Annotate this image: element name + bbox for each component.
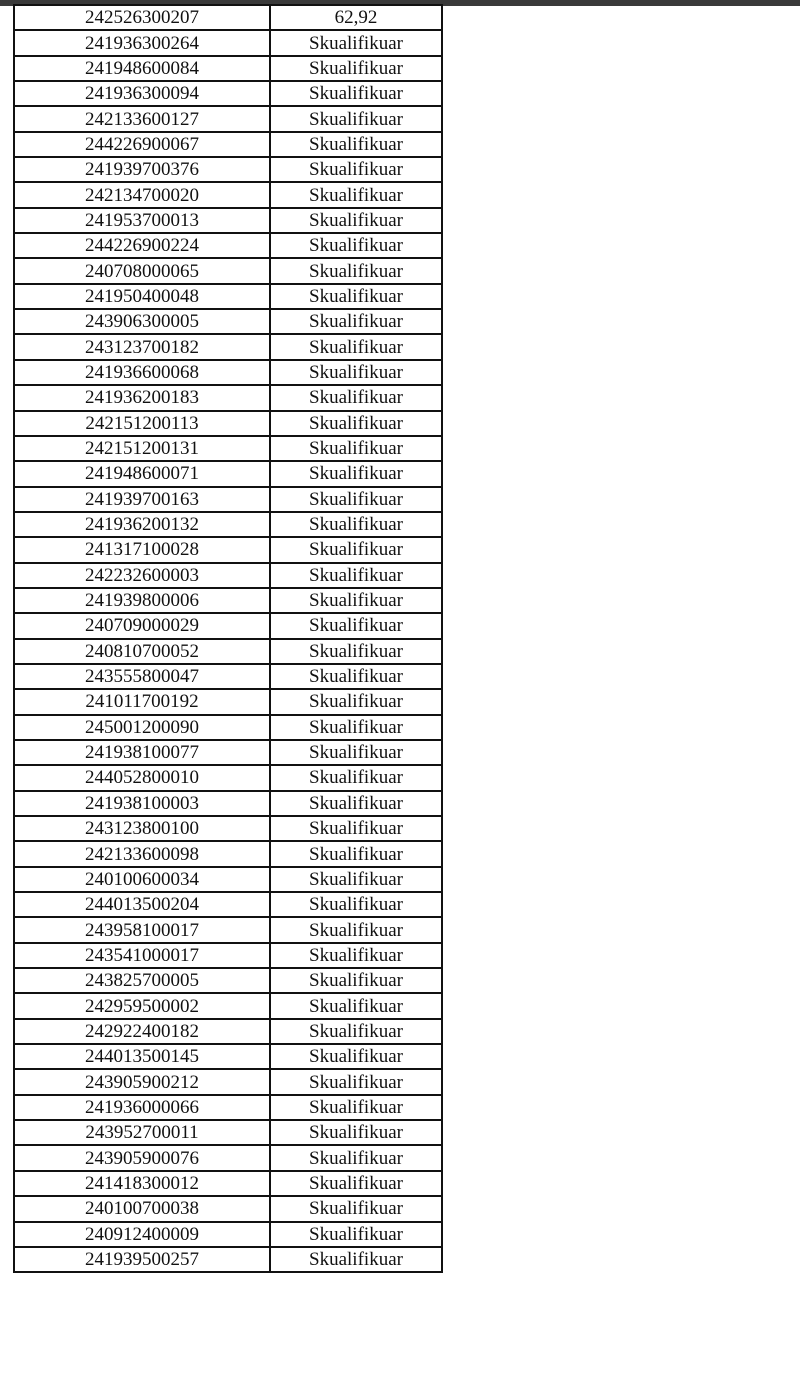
result-cell: Skualifikuar [270, 841, 442, 866]
candidate-id-cell: 245001200090 [14, 715, 270, 740]
result-cell: Skualifikuar [270, 791, 442, 816]
result-cell: Skualifikuar [270, 30, 442, 55]
candidate-id-cell: 241938100003 [14, 791, 270, 816]
result-cell: Skualifikuar [270, 436, 442, 461]
results-table-body [14, 5, 442, 1272]
table-row [14, 715, 442, 740]
table-row [14, 639, 442, 664]
result-cell: Skualifikuar [270, 81, 442, 106]
result-cell: Skualifikuar [270, 1222, 442, 1247]
result-cell: Skualifikuar [270, 613, 442, 638]
table-row [14, 461, 442, 486]
result-cell: Skualifikuar [270, 1019, 442, 1044]
table-row [14, 740, 442, 765]
table-row [14, 56, 442, 81]
table-row [14, 1196, 442, 1221]
result-cell: Skualifikuar [270, 233, 442, 258]
result-cell: Skualifikuar [270, 943, 442, 968]
result-cell: Skualifikuar [270, 1171, 442, 1196]
result-cell: Skualifikuar [270, 1044, 442, 1069]
table-row [14, 5, 442, 30]
candidate-id-cell: 240100700038 [14, 1196, 270, 1221]
candidate-id-cell: 243952700011 [14, 1120, 270, 1145]
result-cell: Skualifikuar [270, 639, 442, 664]
candidate-id-cell: 243905900212 [14, 1069, 270, 1094]
result-cell: Skualifikuar [270, 1095, 442, 1120]
candidate-id-cell: 241936000066 [14, 1095, 270, 1120]
table-row [14, 182, 442, 207]
candidate-id-cell: 243541000017 [14, 943, 270, 968]
candidate-id-cell: 241011700192 [14, 689, 270, 714]
candidate-id-cell: 243906300005 [14, 309, 270, 334]
candidate-id-cell: 243825700005 [14, 968, 270, 993]
candidate-id-cell: 241936200132 [14, 512, 270, 537]
table-row [14, 664, 442, 689]
table-row [14, 258, 442, 283]
table-row [14, 30, 442, 55]
result-cell: Skualifikuar [270, 360, 442, 385]
candidate-id-cell: 244013500145 [14, 1044, 270, 1069]
table-row [14, 81, 442, 106]
candidate-id-cell: 242232600003 [14, 563, 270, 588]
table-row [14, 613, 442, 638]
table-row [14, 892, 442, 917]
result-cell: Skualifikuar [270, 461, 442, 486]
table-row [14, 106, 442, 131]
candidate-id-cell: 242959500002 [14, 993, 270, 1018]
table-row [14, 689, 442, 714]
candidate-id-cell: 241939500257 [14, 1247, 270, 1272]
table-row [14, 563, 442, 588]
result-cell: Skualifikuar [270, 411, 442, 436]
table-row [14, 943, 442, 968]
table-row [14, 1095, 442, 1120]
candidate-id-cell: 242526300207 [14, 5, 270, 30]
result-cell: Skualifikuar [270, 968, 442, 993]
table-row [14, 132, 442, 157]
candidate-id-cell: 243123800100 [14, 816, 270, 841]
table-row [14, 537, 442, 562]
table-row [14, 816, 442, 841]
candidate-id-cell: 242922400182 [14, 1019, 270, 1044]
result-cell: Skualifikuar [270, 917, 442, 942]
result-cell: Skualifikuar [270, 334, 442, 359]
candidate-id-cell: 244226900067 [14, 132, 270, 157]
candidate-id-cell: 241953700013 [14, 208, 270, 233]
table-row [14, 841, 442, 866]
candidate-id-cell: 241939700163 [14, 487, 270, 512]
result-cell: Skualifikuar [270, 765, 442, 790]
candidate-id-cell: 241939700376 [14, 157, 270, 182]
candidate-id-cell: 240100600034 [14, 867, 270, 892]
candidate-id-cell: 241936200183 [14, 385, 270, 410]
candidate-id-cell: 242151200131 [14, 436, 270, 461]
table-row [14, 208, 442, 233]
candidate-id-cell: 241948600071 [14, 461, 270, 486]
candidate-id-cell: 240709000029 [14, 613, 270, 638]
result-cell: Skualifikuar [270, 892, 442, 917]
candidate-id-cell: 244226900224 [14, 233, 270, 258]
candidate-id-cell: 241936600068 [14, 360, 270, 385]
result-cell: Skualifikuar [270, 309, 442, 334]
result-cell: Skualifikuar [270, 385, 442, 410]
result-cell: Skualifikuar [270, 993, 442, 1018]
table-row [14, 791, 442, 816]
table-row [14, 284, 442, 309]
result-cell: Skualifikuar [270, 258, 442, 283]
result-cell: Skualifikuar [270, 563, 442, 588]
result-cell: 62,92 [270, 5, 442, 30]
table-row [14, 385, 442, 410]
table-row [14, 309, 442, 334]
candidate-id-cell: 241938100077 [14, 740, 270, 765]
candidate-id-cell: 243905900076 [14, 1145, 270, 1170]
result-cell: Skualifikuar [270, 157, 442, 182]
result-cell: Skualifikuar [270, 1145, 442, 1170]
candidate-id-cell: 242133600098 [14, 841, 270, 866]
table-row [14, 1222, 442, 1247]
table-row [14, 487, 442, 512]
table-row [14, 436, 442, 461]
table-row [14, 512, 442, 537]
result-cell: Skualifikuar [270, 867, 442, 892]
table-row [14, 867, 442, 892]
result-cell: Skualifikuar [270, 1247, 442, 1272]
candidate-id-cell: 240912400009 [14, 1222, 270, 1247]
table-row [14, 968, 442, 993]
candidate-id-cell: 243958100017 [14, 917, 270, 942]
candidate-id-cell: 244013500204 [14, 892, 270, 917]
candidate-id-cell: 242134700020 [14, 182, 270, 207]
table-row [14, 1069, 442, 1094]
candidate-id-cell: 241317100028 [14, 537, 270, 562]
candidate-id-cell: 241936300094 [14, 81, 270, 106]
candidate-id-cell: 241950400048 [14, 284, 270, 309]
table-row [14, 1019, 442, 1044]
result-cell: Skualifikuar [270, 537, 442, 562]
result-cell: Skualifikuar [270, 512, 442, 537]
result-cell: Skualifikuar [270, 208, 442, 233]
candidate-id-cell: 241418300012 [14, 1171, 270, 1196]
result-cell: Skualifikuar [270, 715, 442, 740]
candidate-id-cell: 240810700052 [14, 639, 270, 664]
result-cell: Skualifikuar [270, 182, 442, 207]
candidate-id-cell: 242133600127 [14, 106, 270, 131]
table-row [14, 411, 442, 436]
table-row [14, 588, 442, 613]
result-cell: Skualifikuar [270, 816, 442, 841]
result-cell: Skualifikuar [270, 56, 442, 81]
result-cell: Skualifikuar [270, 1196, 442, 1221]
result-cell: Skualifikuar [270, 664, 442, 689]
table-row [14, 360, 442, 385]
candidate-id-cell: 243123700182 [14, 334, 270, 359]
table-row [14, 993, 442, 1018]
result-cell: Skualifikuar [270, 689, 442, 714]
table-row [14, 1044, 442, 1069]
candidate-id-cell: 240708000065 [14, 258, 270, 283]
table-row [14, 765, 442, 790]
result-cell: Skualifikuar [270, 1120, 442, 1145]
table-row [14, 334, 442, 359]
table-row [14, 233, 442, 258]
table-row [14, 1247, 442, 1272]
result-cell: Skualifikuar [270, 740, 442, 765]
result-cell: Skualifikuar [270, 487, 442, 512]
result-cell: Skualifikuar [270, 106, 442, 131]
result-cell: Skualifikuar [270, 284, 442, 309]
table-row [14, 1145, 442, 1170]
candidate-id-cell: 241936300264 [14, 30, 270, 55]
candidate-id-cell: 244052800010 [14, 765, 270, 790]
candidate-id-cell: 243555800047 [14, 664, 270, 689]
result-cell: Skualifikuar [270, 588, 442, 613]
results-table [13, 4, 443, 1273]
candidate-id-cell: 241948600084 [14, 56, 270, 81]
result-cell: Skualifikuar [270, 132, 442, 157]
candidate-id-cell: 241939800006 [14, 588, 270, 613]
table-row [14, 157, 442, 182]
table-row [14, 1171, 442, 1196]
table-row [14, 917, 442, 942]
table-row [14, 1120, 442, 1145]
candidate-id-cell: 242151200113 [14, 411, 270, 436]
result-cell: Skualifikuar [270, 1069, 442, 1094]
